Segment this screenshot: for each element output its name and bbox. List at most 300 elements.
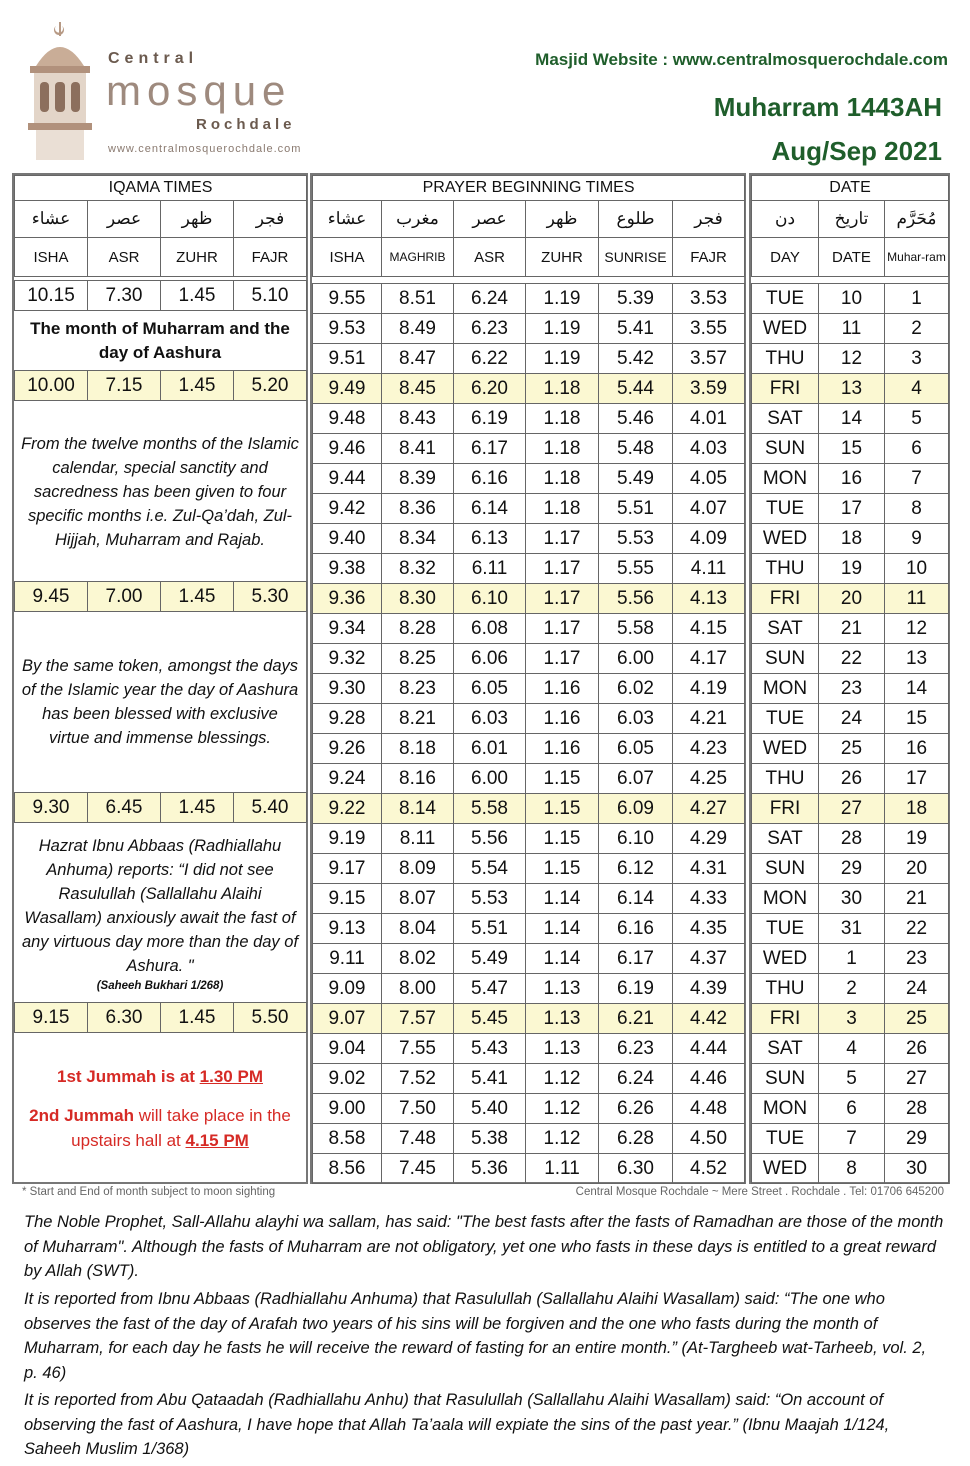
date-row [752, 404, 949, 434]
prayer-cell-sunrise: 5.39 [599, 284, 673, 314]
prayer-cell-zuhr: 1.13 [526, 1034, 599, 1064]
date-cell-muharram-day: 23 [885, 944, 949, 974]
prayer-cell-fajr: 4.29 [673, 824, 745, 854]
iqama-urdu-fajr: فجر [234, 201, 307, 238]
date-cell-day: THU [752, 554, 819, 584]
date-cell-muharram-day: 16 [885, 734, 949, 764]
date-cell-day: FRI [752, 374, 819, 404]
iqama-cell-asr: 6.45 [88, 793, 161, 823]
prayer-cell-maghrib: 8.45 [382, 374, 454, 404]
prayer-cell-maghrib: 8.43 [382, 404, 454, 434]
prayer-col-zuhr: ZUHR [526, 238, 599, 277]
iqama-cell-fajr: 5.50 [234, 1003, 307, 1033]
date-cell-date: 27 [819, 794, 885, 824]
prayer-row [313, 854, 745, 884]
prayer-cell-zuhr: 1.13 [526, 1004, 599, 1034]
prayer-cell-asr: 6.23 [454, 314, 526, 344]
prayer-cell-asr: 5.36 [454, 1154, 526, 1184]
prayer-cell-zuhr: 1.18 [526, 464, 599, 494]
prayer-cell-asr: 6.00 [454, 764, 526, 794]
prayer-row [313, 374, 745, 404]
prayer-col-sunrise: SUNRISE [599, 238, 673, 277]
iqama-cell-isha: 10.00 [15, 371, 88, 401]
prayer-cell-fajr: 4.23 [673, 734, 745, 764]
prayer-cell-fajr: 4.13 [673, 584, 745, 614]
prayer-cell-asr: 5.49 [454, 944, 526, 974]
prayer-cell-asr: 6.11 [454, 554, 526, 584]
mosque-minaret-logo [18, 22, 102, 162]
date-cell-muharram-day: 7 [885, 464, 949, 494]
prayer-cell-asr: 6.14 [454, 494, 526, 524]
date-cell-day: MON [752, 884, 819, 914]
second-jummah [20, 1103, 300, 1153]
date-cell-date: 12 [819, 344, 885, 374]
prayer-cell-maghrib: 8.36 [382, 494, 454, 524]
prayer-row [313, 794, 745, 824]
info-citation: (Saheeh Bukhari 1/268) [96, 980, 224, 992]
iqama-col-zuhr: ZUHR [161, 238, 234, 277]
prayer-cell-maghrib: 8.00 [382, 974, 454, 1004]
prayer-cell-zuhr: 1.18 [526, 494, 599, 524]
date-cell-muharram-day: 10 [885, 554, 949, 584]
date-cell-day: SUN [752, 1064, 819, 1094]
prayer-col-maghrib: MAGHRIB [382, 238, 454, 277]
date-row [752, 584, 949, 614]
info-paragraph-3: Hazrat Ibnu Abbaas (Radhiallahu Anhuma) reports: “I did not see Rasulullah (Sallallahu Alaihi Wasallam) anxiously await the fast of any virtuous day more than the day of Ashura. " [21, 837, 299, 975]
prayer-cell-maghrib: 8.49 [382, 314, 454, 344]
date-row [752, 434, 949, 464]
prayer-cell-fajr: 4.09 [673, 524, 745, 554]
prayer-col-fajr: FAJR [673, 238, 745, 277]
prayer-row [313, 284, 745, 314]
date-cell-date: 3 [819, 1004, 885, 1034]
date-row [752, 764, 949, 794]
prayer-cell-maghrib: 8.25 [382, 644, 454, 674]
prayer-title: PRAYER BEGINNING TIMES [313, 176, 745, 201]
prayer-cell-asr: 5.40 [454, 1094, 526, 1124]
footer-paragraph-2: It is reported from Ibnu Abbaas (Radhiallahu Anhuma) that Rasulullah (Sallallahu Alaihi Wasallam) said: “The one who observes the fast of the day of Arafah two years of his sins will be forgiven and the one who fasts during the month of Muharram, for each day he fasts he will receive the reward of fasting for an entire month.” (At-Targheeb wat-Tarheeb, vol. 2, p. 46) [24, 1290, 927, 1382]
date-row [752, 1034, 949, 1064]
prayer-cell-asr: 5.53 [454, 884, 526, 914]
prayer-cell-zuhr: 1.13 [526, 974, 599, 1004]
prayer-cell-maghrib: 7.52 [382, 1064, 454, 1094]
prayer-cell-fajr: 4.07 [673, 494, 745, 524]
prayer-cell-isha: 9.46 [313, 434, 382, 464]
prayer-cell-zuhr: 1.18 [526, 434, 599, 464]
prayer-cell-fajr: 4.15 [673, 614, 745, 644]
date-cell-date: 4 [819, 1034, 885, 1064]
gregorian-month-title: Aug/Sep 2021 [771, 136, 942, 166]
date-cell-muharram-day: 20 [885, 854, 949, 884]
info-heading: The month of Muharram and the day of Aashura [30, 319, 290, 362]
prayer-cell-asr: 5.56 [454, 824, 526, 854]
prayer-cell-zuhr: 1.19 [526, 314, 599, 344]
prayer-cell-fajr: 4.05 [673, 464, 745, 494]
prayer-row [313, 764, 745, 794]
logo-url[interactable]: www.centralmosquerochdale.com [108, 143, 302, 155]
footer-paragraph-1: The Noble Prophet, Sall-Allahu alayhi wa sallam, has said: "The best fasts after the fasts of Ramadhan are those of the month of Muharram". Although the fasts of Muharram are not obligatory, yet one who fasts in these days is entitled to a great reward by Allah (SWT). [24, 1213, 944, 1280]
second-jummah-label: 2nd Jummah [29, 1105, 134, 1125]
prayer-cell-fajr: 4.31 [673, 854, 745, 884]
prayer-cell-sunrise: 6.12 [599, 854, 673, 884]
date-row [752, 674, 949, 704]
prayer-cell-maghrib: 8.32 [382, 554, 454, 584]
date-row [752, 494, 949, 524]
iqama-col-isha: ISHA [15, 238, 88, 277]
date-cell-date: 7 [819, 1124, 885, 1154]
prayer-row [313, 944, 745, 974]
date-table [751, 175, 949, 1184]
prayer-cell-asr: 5.58 [454, 794, 526, 824]
prayer-cell-asr: 5.45 [454, 1004, 526, 1034]
prayer-cell-zuhr: 1.19 [526, 284, 599, 314]
date-cell-muharram-day: 2 [885, 314, 949, 344]
prayer-cell-isha: 9.11 [313, 944, 382, 974]
prayer-cell-asr: 5.41 [454, 1064, 526, 1094]
date-cell-date: 30 [819, 884, 885, 914]
logo-rochdale-text: Rochdale [196, 116, 296, 133]
date-row [752, 824, 949, 854]
moon-sighting-note: * Start and End of month subject to moon sighting [22, 1186, 276, 1198]
prayer-cell-zuhr: 1.11 [526, 1154, 599, 1184]
prayer-cell-isha: 9.40 [313, 524, 382, 554]
prayer-cell-fajr: 4.19 [673, 674, 745, 704]
date-cell-day: TUE [752, 914, 819, 944]
prayer-cell-asr: 5.47 [454, 974, 526, 1004]
prayer-cell-asr: 6.16 [454, 464, 526, 494]
date-cell-day: SAT [752, 404, 819, 434]
date-cell-day: FRI [752, 794, 819, 824]
date-cell-day: WED [752, 1154, 819, 1184]
date-cell-muharram-day: 15 [885, 704, 949, 734]
date-cell-muharram-day: 19 [885, 824, 949, 854]
prayer-cell-sunrise: 6.14 [599, 884, 673, 914]
prayer-cell-sunrise: 5.55 [599, 554, 673, 584]
date-cell-day: SAT [752, 824, 819, 854]
date-row [752, 914, 949, 944]
prayer-cell-zuhr: 1.14 [526, 884, 599, 914]
date-cell-muharram-day: 3 [885, 344, 949, 374]
prayer-cell-zuhr: 1.12 [526, 1124, 599, 1154]
prayer-cell-fajr: 4.37 [673, 944, 745, 974]
prayer-row [313, 434, 745, 464]
prayer-cell-asr: 5.43 [454, 1034, 526, 1064]
prayer-cell-sunrise: 6.21 [599, 1004, 673, 1034]
prayer-cell-sunrise: 6.05 [599, 734, 673, 764]
hijri-month-title: Muharram 1443AH [713, 92, 942, 122]
prayer-cell-asr: 6.06 [454, 644, 526, 674]
prayer-cell-asr: 6.24 [454, 284, 526, 314]
prayer-cell-isha: 9.42 [313, 494, 382, 524]
prayer-cell-fajr: 4.33 [673, 884, 745, 914]
date-cell-muharram-day: 6 [885, 434, 949, 464]
prayer-cell-zuhr: 1.15 [526, 854, 599, 884]
prayer-cell-zuhr: 1.15 [526, 794, 599, 824]
prayer-row [313, 1004, 745, 1034]
prayer-cell-isha: 8.56 [313, 1154, 382, 1184]
prayer-cell-maghrib: 8.02 [382, 944, 454, 974]
prayer-cell-isha: 9.07 [313, 1004, 382, 1034]
info-box-3 [14, 823, 306, 1003]
date-cell-date: 18 [819, 524, 885, 554]
prayer-cell-isha: 9.17 [313, 854, 382, 884]
prayer-cell-sunrise: 5.48 [599, 434, 673, 464]
iqama-cell-zuhr: 1.45 [161, 793, 234, 823]
prayer-cell-isha: 8.58 [313, 1124, 382, 1154]
prayer-col-asr: ASR [454, 238, 526, 277]
date-cell-date: 23 [819, 674, 885, 704]
prayer-cell-isha: 9.49 [313, 374, 382, 404]
date-cell-muharram-day: 28 [885, 1094, 949, 1124]
prayer-cell-fajr: 4.44 [673, 1034, 745, 1064]
iqama-cell-isha: 9.45 [15, 582, 88, 612]
prayer-row [313, 704, 745, 734]
iqama-title: IQAMA TIMES [15, 176, 307, 201]
prayer-urdu-isha: عشاء [313, 201, 382, 238]
date-row [752, 1124, 949, 1154]
prayer-cell-isha: 9.55 [313, 284, 382, 314]
date-row [752, 854, 949, 884]
prayer-cell-zuhr: 1.17 [526, 524, 599, 554]
prayer-cell-fajr: 4.21 [673, 704, 745, 734]
prayer-cell-sunrise: 6.19 [599, 974, 673, 1004]
prayer-cell-maghrib: 7.55 [382, 1034, 454, 1064]
iqama-change-row [14, 1002, 307, 1033]
date-cell-date: 6 [819, 1094, 885, 1124]
prayer-row [313, 554, 745, 584]
prayer-cell-sunrise: 6.17 [599, 944, 673, 974]
prayer-cell-zuhr: 1.14 [526, 914, 599, 944]
prayer-urdu-sunrise: طلوع [599, 201, 673, 238]
jummah-box [14, 1034, 306, 1182]
prayer-cell-fajr: 3.59 [673, 374, 745, 404]
date-cell-day: SUN [752, 434, 819, 464]
prayer-row [313, 404, 745, 434]
prayer-row [313, 1034, 745, 1064]
prayer-cell-sunrise: 5.49 [599, 464, 673, 494]
iqama-cell-asr: 7.15 [88, 371, 161, 401]
prayer-cell-asr: 5.51 [454, 914, 526, 944]
date-cell-muharram-day: 14 [885, 674, 949, 704]
date-cell-date: 19 [819, 554, 885, 584]
prayer-cell-isha: 9.28 [313, 704, 382, 734]
iqama-cell-fajr: 5.30 [234, 582, 307, 612]
mosque-address: Central Mosque Rochdale ~ Mere Street . Rochdale . Tel: 01706 645200 [575, 1186, 944, 1198]
prayer-cell-asr: 5.54 [454, 854, 526, 884]
prayer-cell-sunrise: 5.46 [599, 404, 673, 434]
date-cell-day: TUE [752, 704, 819, 734]
prayer-cell-sunrise: 6.23 [599, 1034, 673, 1064]
prayer-row [313, 914, 745, 944]
date-cell-date: 16 [819, 464, 885, 494]
prayer-cell-fajr: 4.39 [673, 974, 745, 1004]
prayer-cell-maghrib: 8.23 [382, 674, 454, 704]
date-cell-muharram-day: 24 [885, 974, 949, 1004]
prayer-cell-fajr: 4.17 [673, 644, 745, 674]
prayer-cell-isha: 9.34 [313, 614, 382, 644]
iqama-cell-asr: 7.00 [88, 582, 161, 612]
prayer-cell-maghrib: 8.11 [382, 824, 454, 854]
prayer-cell-maghrib: 8.09 [382, 854, 454, 884]
prayer-cell-isha: 9.13 [313, 914, 382, 944]
prayer-cell-zuhr: 1.17 [526, 644, 599, 674]
prayer-cell-asr: 6.19 [454, 404, 526, 434]
iqama-urdu-isha: عشاء [15, 201, 88, 238]
date-row [752, 974, 949, 1004]
date-col-muharram: Muhar-ram [885, 238, 949, 277]
date-urdu-muharram: مُحَرَّم [885, 201, 949, 238]
prayer-cell-zuhr: 1.12 [526, 1064, 599, 1094]
date-row [752, 644, 949, 674]
date-row [752, 524, 949, 554]
prayer-row [313, 1064, 745, 1094]
prayer-cell-isha: 9.44 [313, 464, 382, 494]
prayer-cell-fajr: 3.57 [673, 344, 745, 374]
date-cell-date: 13 [819, 374, 885, 404]
prayer-row [313, 1094, 745, 1124]
prayer-cell-maghrib: 8.47 [382, 344, 454, 374]
prayer-cell-maghrib: 8.14 [382, 794, 454, 824]
prayer-cell-maghrib: 8.51 [382, 284, 454, 314]
date-cell-date: 5 [819, 1064, 885, 1094]
date-cell-date: 24 [819, 704, 885, 734]
iqama-header-table [14, 175, 307, 277]
masjid-website[interactable]: Masjid Website : www.centralmosquerochdale.com [535, 50, 948, 69]
prayer-cell-zuhr: 1.12 [526, 1094, 599, 1124]
prayer-cell-sunrise: 6.07 [599, 764, 673, 794]
info-paragraph-2: By the same token, amongst the days of the Islamic year the day of Aashura has been blessed with exclusive virtue and immense blessings. [21, 657, 299, 747]
date-cell-day: TUE [752, 494, 819, 524]
second-jummah-time: 4.15 PM [185, 1130, 249, 1150]
date-urdu-day: دن [752, 201, 819, 238]
date-row [752, 554, 949, 584]
prayer-cell-isha: 9.09 [313, 974, 382, 1004]
prayer-cell-maghrib: 8.34 [382, 524, 454, 554]
date-row [752, 794, 949, 824]
iqama-col-fajr: FAJR [234, 238, 307, 277]
prayer-cell-isha: 9.26 [313, 734, 382, 764]
prayer-urdu-fajr: فجر [673, 201, 745, 238]
date-row [752, 344, 949, 374]
prayer-cell-sunrise: 6.30 [599, 1154, 673, 1184]
prayer-cell-zuhr: 1.19 [526, 344, 599, 374]
iqama-cell-zuhr: 1.45 [161, 371, 234, 401]
prayer-cell-zuhr: 1.18 [526, 374, 599, 404]
iqama-urdu-asr: عصر [88, 201, 161, 238]
date-row [752, 704, 949, 734]
prayer-row [313, 884, 745, 914]
date-row [752, 734, 949, 764]
prayer-cell-asr: 5.38 [454, 1124, 526, 1154]
prayer-cell-isha: 9.48 [313, 404, 382, 434]
date-cell-day: WED [752, 524, 819, 554]
info-box-2 [14, 612, 306, 792]
date-cell-muharram-day: 22 [885, 914, 949, 944]
iqama-cell-asr: 6.30 [88, 1003, 161, 1033]
date-cell-muharram-day: 1 [885, 284, 949, 314]
date-row [752, 884, 949, 914]
date-cell-muharram-day: 21 [885, 884, 949, 914]
date-row [752, 1064, 949, 1094]
date-row [752, 614, 949, 644]
iqama-cell-zuhr: 1.45 [161, 281, 234, 311]
prayer-cell-isha: 9.38 [313, 554, 382, 584]
iqama-cell-zuhr: 1.45 [161, 582, 234, 612]
prayer-urdu-asr: عصر [454, 201, 526, 238]
prayer-cell-zuhr: 1.16 [526, 704, 599, 734]
iqama-change-row [14, 581, 307, 612]
prayer-cell-fajr: 4.46 [673, 1064, 745, 1094]
prayer-cell-zuhr: 1.16 [526, 674, 599, 704]
date-row [752, 464, 949, 494]
prayer-cell-zuhr: 1.14 [526, 944, 599, 974]
date-col-date: DATE [819, 238, 885, 277]
first-jummah [20, 1064, 300, 1089]
prayer-urdu-zuhr: ظهر [526, 201, 599, 238]
iqama-cell-asr: 7.30 [88, 281, 161, 311]
date-cell-muharram-day: 18 [885, 794, 949, 824]
iqama-cell-fajr: 5.10 [234, 281, 307, 311]
prayer-col-isha: ISHA [313, 238, 382, 277]
prayer-row [313, 674, 745, 704]
date-cell-date: 14 [819, 404, 885, 434]
date-cell-date: 1 [819, 944, 885, 974]
iqama-cell-fajr: 5.20 [234, 371, 307, 401]
prayer-cell-sunrise: 6.10 [599, 824, 673, 854]
prayer-cell-maghrib: 8.28 [382, 614, 454, 644]
prayer-cell-fajr: 4.27 [673, 794, 745, 824]
footer-paragraph-3: It is reported from Abu Qataadah (Radhiallahu Anhu) that Rasulullah (Sallallahu Alaihi Wasallam) said: “On account of observing the fast of Aashura, I have hope that Allah Ta’aala will expiate the sins of the past year.” (Ibnu Maajah 1/124, Saheeh Muslim 1/368) [24, 1391, 890, 1458]
info-box-1 [14, 402, 306, 582]
prayer-row [313, 734, 745, 764]
date-row [752, 944, 949, 974]
date-cell-muharram-day: 29 [885, 1124, 949, 1154]
date-cell-muharram-day: 4 [885, 374, 949, 404]
prayer-cell-maghrib: 8.16 [382, 764, 454, 794]
date-cell-day: WED [752, 944, 819, 974]
prayer-cell-fajr: 4.50 [673, 1124, 745, 1154]
prayer-row [313, 344, 745, 374]
date-cell-date: 28 [819, 824, 885, 854]
prayer-cell-asr: 6.01 [454, 734, 526, 764]
prayer-row [313, 584, 745, 614]
prayer-cell-zuhr: 1.18 [526, 404, 599, 434]
prayer-cell-maghrib: 8.30 [382, 584, 454, 614]
iqama-change-row [14, 792, 307, 823]
prayer-cell-maghrib: 7.45 [382, 1154, 454, 1184]
prayer-cell-sunrise: 5.42 [599, 344, 673, 374]
prayer-cell-asr: 6.03 [454, 704, 526, 734]
prayer-cell-fajr: 4.25 [673, 764, 745, 794]
date-cell-muharram-day: 8 [885, 494, 949, 524]
prayer-cell-fajr: 4.11 [673, 554, 745, 584]
second-jummah-text: will take place in the upstairs hall at [71, 1105, 291, 1150]
iqama-col-asr: ASR [88, 238, 161, 277]
prayer-row [313, 824, 745, 854]
first-jummah-label: 1st Jummah is at [57, 1066, 200, 1086]
date-row [752, 284, 949, 314]
prayer-cell-isha: 9.00 [313, 1094, 382, 1124]
prayer-cell-zuhr: 1.15 [526, 824, 599, 854]
date-cell-day: FRI [752, 584, 819, 614]
prayer-cell-sunrise: 6.09 [599, 794, 673, 824]
prayer-cell-fajr: 3.55 [673, 314, 745, 344]
date-cell-date: 8 [819, 1154, 885, 1184]
prayer-row [313, 524, 745, 554]
date-cell-day: THU [752, 344, 819, 374]
prayer-cell-isha: 9.02 [313, 1064, 382, 1094]
prayer-cell-maghrib: 8.07 [382, 884, 454, 914]
